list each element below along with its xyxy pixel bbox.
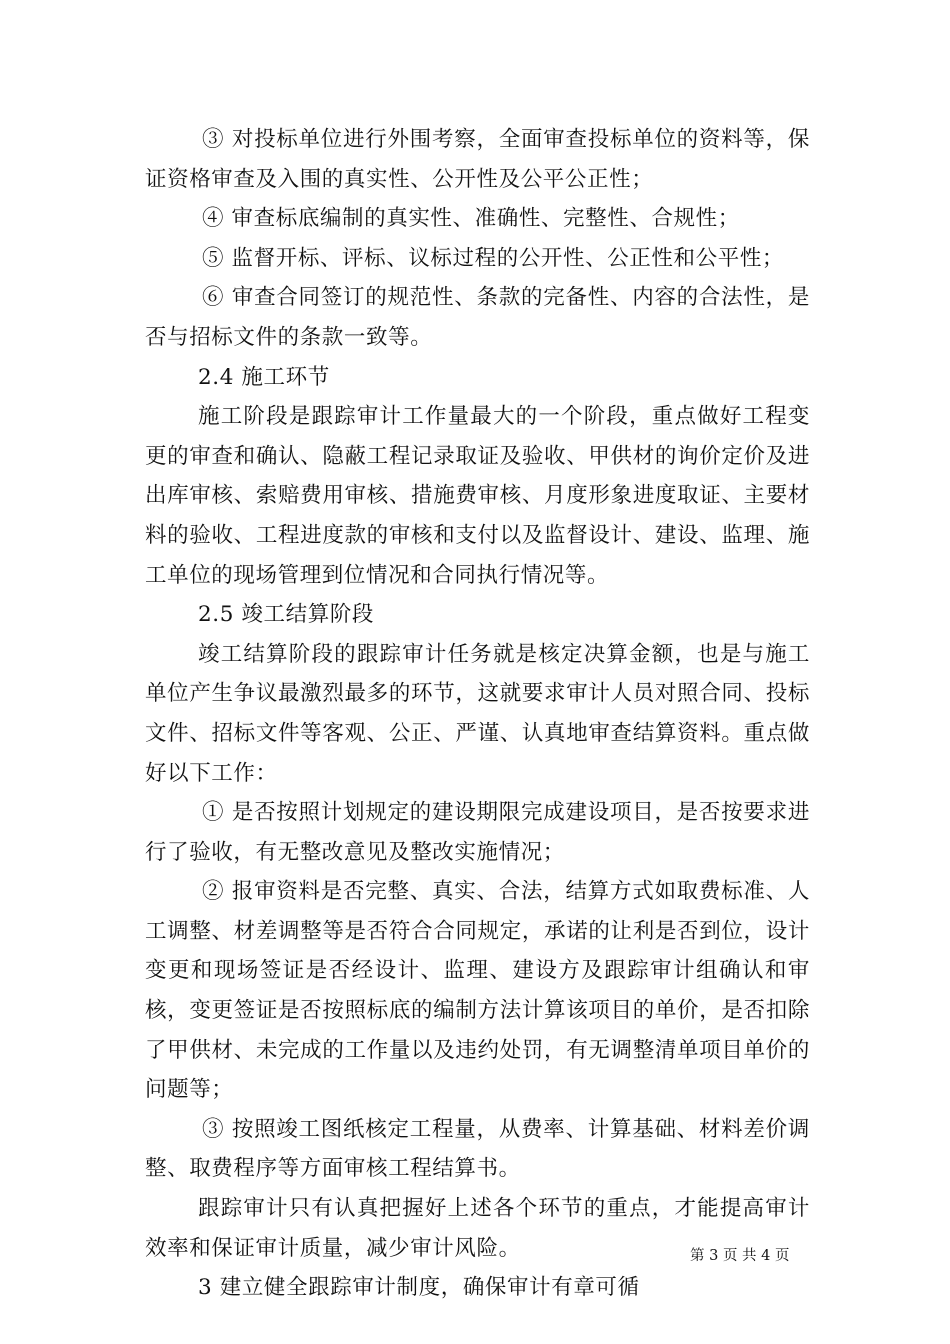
paragraph-settlement: 竣工结算阶段的跟踪审计任务就是核定决算金额，也是与施工单位产生争议最激烈最多的环节，这就要求审计人员对照合同、投标文件、招标文件等客观、公正、严谨、认真地审查结算资料。重点做好以下工作： (145, 641, 810, 786)
section-heading-3: 3 建立健全跟踪审计制度，确保审计有章可循 (198, 1275, 640, 1301)
paragraph-construction: 施工阶段是跟踪审计工作量最大的一个阶段，重点做好工程变更的审查和确认、隐蔽工程记录取证及验收、甲供材的询价定价及进出库审核、索赔费用审核、措施费审核、月度形象进度取证、主要材料的验收、工程进度款的审核和支付以及监督设计、建设、监理、施工单位的现场管理到位情况和合同执行情况等。 (145, 404, 810, 588)
paragraph-item-2: ② 报审资料是否完整、真实、合法，结算方式如取费标准、人工调整、材差调整等是否符合合同规定，承诺的让利是否到位，设计变更和现场签证是否经设计、监理、建设方及跟踪审计组确认和审核，变更签证是否按照标底的编制方法计算该项目的单价，是否扣除了甲供材、未完成的工作量以及违约处罚，有无调整清单项目单价的问题等； (145, 879, 810, 1103)
paragraph-item-3: ③ 对投标单位进行外围考察，全面审查投标单位的资料等，保证资格审查及入围的真实性、公开性及公平公正性； (145, 127, 810, 192)
paragraph-item-3b: ③ 按照竣工图纸核定工程量，从费率、计算基础、材料差价调整、取费程序等方面审核工程结算书。 (145, 1116, 810, 1182)
paragraph-item-4: ④ 审查标底编制的真实性、准确性、完整性、合规性； (202, 206, 740, 232)
paragraph-summary: 跟踪审计只有认真把握好上述各个环节的重点，才能提高审计效率和保证审计质量，减少审计风险。 (145, 1196, 810, 1261)
page-number-footer: 第 3 页 共 4 页 (690, 1248, 790, 1264)
paragraph-item-1: ① 是否按照计划规定的建设期限完成建设项目，是否按要求进行了验收，有无整改意见及整改实施情况； (145, 800, 810, 865)
paragraph-item-6: ⑥ 审查合同签订的规范性、条款的完备性、内容的合法性，是否与招标文件的条款一致等。 (145, 285, 810, 350)
paragraph-item-5: ⑤ 监督开标、评标、议标过程的公开性、公正性和公平性； (202, 245, 785, 271)
section-heading-2-5: 2.5 竣工结算阶段 (198, 602, 375, 628)
section-heading-2-4: 2.4 施工环节 (198, 364, 330, 390)
document-body (145, 120, 810, 1308)
